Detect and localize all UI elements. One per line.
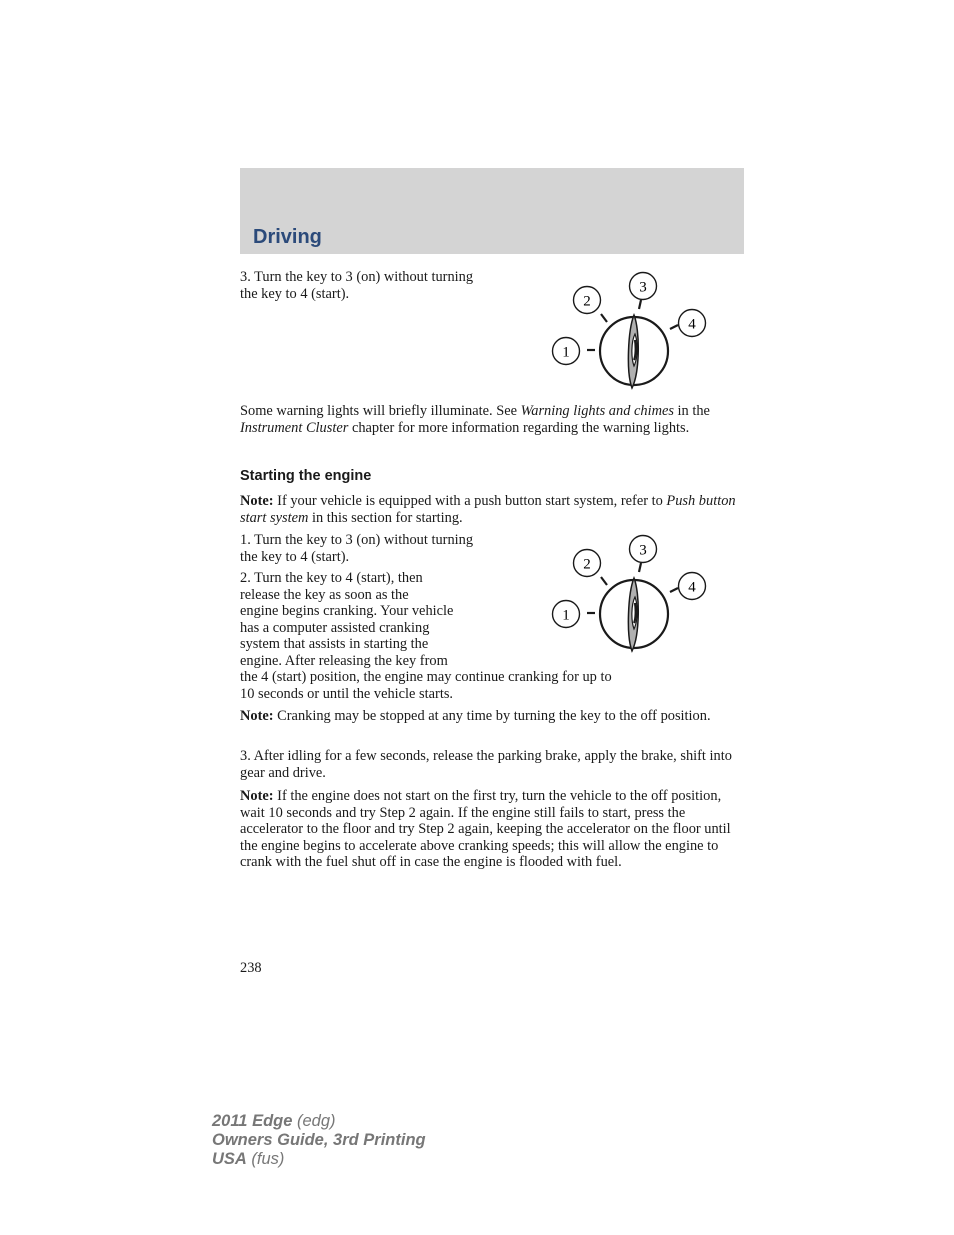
- top-step-text: 3. Turn the key to 3 (on) without turning the key to 4 (start).: [240, 269, 474, 302]
- section-title: Starting the engine: [240, 468, 372, 484]
- svg-text:1: 1: [562, 607, 570, 624]
- step-2-text: 2. Turn the key to 4 (start), then release the key as soon as the engine begins cranking. Your vehicle has a computer assisted cranking system that assists in starting the engine. After releasing the key from the 4 (start) position, the engine may continue cranking for up to 10 seconds or until the vehicle starts.: [240, 570, 612, 702]
- position-label-1: [553, 338, 580, 365]
- step-1-text: 1. Turn the key to 3 (on) without turning the key to 4 (start).: [240, 532, 474, 565]
- svg-text:3: 3: [639, 279, 647, 296]
- instrument-cluster-reference: Instrument Cluster: [240, 419, 349, 436]
- position-label-3: [630, 273, 657, 300]
- svg-text:4: 4: [688, 579, 696, 596]
- position-label-2: [574, 287, 601, 314]
- position-label-4: [679, 310, 706, 337]
- note-push-button: Note: If your vehicle is equipped with a push button start system, refer to Push button start system in this section for starting.: [240, 493, 736, 526]
- step-3-text: 3. After idling for a few seconds, release the parking brake, apply the brake, shift into gear and drive.: [240, 748, 732, 781]
- note-cranking: Note: Cranking may be stopped at any time by turning the key to the off position.: [240, 708, 711, 724]
- svg-text:1: 1: [562, 344, 570, 361]
- document-footer: 2011 Edge (edg) Owners Guide, 3rd Printing USA (fus): [212, 1112, 426, 1168]
- warning-lights-reference: Warning lights and chimes: [520, 403, 674, 419]
- svg-text:2: 2: [583, 293, 591, 310]
- chapter-title: Driving: [253, 226, 322, 248]
- push-button-reference: Push button start system: [240, 493, 736, 526]
- svg-text:3: 3: [639, 542, 647, 559]
- warning-lights-paragraph: Some warning lights will briefly illuminate. See Warning lights and chimes in the Instrument Cluster chapter for more information regarding the warning lights.: [240, 403, 710, 436]
- position-label-3: [630, 536, 657, 563]
- svg-text:2: 2: [583, 556, 591, 573]
- svg-text:4: 4: [688, 316, 696, 333]
- ignition-key-diagram-top: [545, 270, 715, 390]
- page-number: 238: [240, 960, 262, 976]
- note-engine-not-start: Note: If the engine does not start on the first try, turn the vehicle to the off position, wait 10 seconds and try Step 2 again. If the engine still fails to start, press the accelerator to the floor and try Step 2 again, keeping the accelerator on the floor until the engine begins to accelerate above cranking speeds; this will allow the engine to crank with the fuel shut off in case the engine is flooded with fuel.: [240, 788, 731, 870]
